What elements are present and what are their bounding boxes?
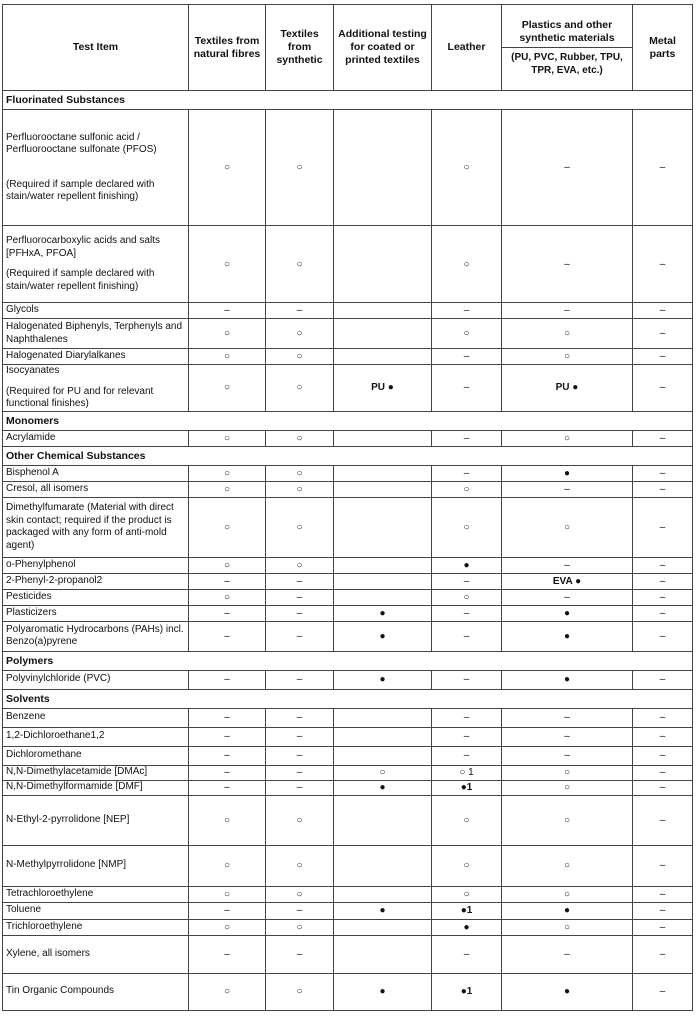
test-item-cell [3, 430, 189, 446]
cell-metal-parts: – [633, 430, 693, 446]
cell-metal-parts: – [633, 497, 693, 557]
table-row [3, 226, 693, 303]
cell-leather: – [432, 349, 502, 365]
cell-natural-fibres: ○ [189, 886, 266, 902]
cell-synthetic: – [266, 670, 334, 689]
cell-plastics: ○ [502, 349, 633, 365]
cell-natural-fibres: ○ [189, 319, 266, 349]
table-row [3, 845, 693, 886]
test-item-name: Polyaromatic Hydrocarbons (PAHs) incl. Benzo(a)pyrene [6, 623, 184, 647]
test-item-name: Polyvinylchloride (PVC) [6, 673, 111, 685]
cell-coated-printed [334, 919, 432, 935]
col-test-item: Test Item [3, 5, 189, 91]
test-item-name: 2-Phenyl-2-propanol2 [6, 574, 103, 586]
test-item-name: Halogenated Diarylalkanes [6, 350, 126, 362]
cell-coated-printed [334, 319, 432, 349]
cell-coated-printed [334, 795, 432, 845]
table-row [3, 365, 693, 412]
col-synthetic: Textiles from synthetic [266, 5, 334, 91]
cell-natural-fibres: – [189, 780, 266, 795]
cell-coated-printed: ● [334, 670, 432, 689]
cell-natural-fibres: ○ [189, 845, 266, 886]
cell-metal-parts: – [633, 886, 693, 902]
section-title: Solvents [3, 689, 693, 708]
cell-synthetic: – [266, 765, 334, 780]
cell-plastics: – [502, 589, 633, 605]
test-item-cell [3, 780, 189, 795]
cell-coated-printed: ○ [334, 765, 432, 780]
test-item-cell [3, 973, 189, 1010]
section-row [3, 651, 693, 670]
test-item-name: N,N-Dimethylformamide [DMF] [6, 781, 143, 793]
test-item-name: Dimethylfumarate (Material with direct skin contact; required if the product is packaged with any form of anti-mold agent) [6, 502, 174, 551]
cell-leather: ○ [432, 110, 502, 226]
cell-leather: – [432, 621, 502, 651]
cell-natural-fibres: – [189, 303, 266, 319]
cell-leather: ●1 [432, 902, 502, 919]
col-coated-printed: Additional testing for coated or printed textiles [334, 5, 432, 91]
cell-leather: – [432, 935, 502, 973]
test-item-name: Dichloromethane [6, 749, 82, 761]
cell-synthetic: ○ [266, 226, 334, 303]
cell-plastics: – [502, 481, 633, 497]
table-row [3, 465, 693, 481]
cell-synthetic: – [266, 935, 334, 973]
cell-metal-parts: – [633, 573, 693, 589]
cell-coated-printed [334, 573, 432, 589]
cell-coated-printed [334, 303, 432, 319]
cell-synthetic: – [266, 708, 334, 727]
table-row [3, 430, 693, 446]
cell-metal-parts: – [633, 935, 693, 973]
cell-plastics: ○ [502, 795, 633, 845]
cell-metal-parts: – [633, 708, 693, 727]
cell-natural-fibres: – [189, 670, 266, 689]
cell-metal-parts: – [633, 557, 693, 573]
cell-leather: ○ [432, 886, 502, 902]
cell-synthetic: – [266, 727, 334, 746]
test-item-cell [3, 226, 189, 303]
test-item-name: Tin Organic Compounds [6, 985, 115, 997]
cell-natural-fibres: – [189, 621, 266, 651]
test-item-cell [3, 795, 189, 845]
cell-leather: ○ [432, 845, 502, 886]
cell-coated-printed: ● [334, 605, 432, 621]
cell-natural-fibres: – [189, 708, 266, 727]
cell-metal-parts: – [633, 765, 693, 780]
cell-synthetic: ○ [266, 110, 334, 226]
col-metal-parts: Metal parts [633, 5, 693, 91]
test-item-name: Benzene [6, 711, 46, 723]
cell-plastics: – [502, 935, 633, 973]
section-title: Polymers [3, 651, 693, 670]
table-row [3, 935, 693, 973]
cell-metal-parts: – [633, 902, 693, 919]
cell-plastics: ○ [502, 919, 633, 935]
test-item-name: Acrylamide [6, 431, 56, 443]
cell-coated-printed: ● [334, 621, 432, 651]
test-item-name: Perfluorocarboxylic acids and salts [PFHxA, PFOA] [6, 235, 160, 259]
test-item-cell [3, 621, 189, 651]
test-item-cell [3, 110, 189, 226]
table-row [3, 708, 693, 727]
test-item-name: N-Methylpyrrolidone [NMP] [6, 859, 127, 871]
cell-plastics: ● [502, 902, 633, 919]
cell-natural-fibres: ○ [189, 365, 266, 412]
test-item-name: Cresol, all isomers [6, 482, 89, 494]
cell-metal-parts: – [633, 605, 693, 621]
cell-synthetic: ○ [266, 319, 334, 349]
cell-metal-parts: – [633, 670, 693, 689]
table-row [3, 349, 693, 365]
table-row [3, 795, 693, 845]
test-item-cell [3, 670, 189, 689]
test-item-cell [3, 845, 189, 886]
cell-natural-fibres: – [189, 902, 266, 919]
cell-natural-fibres: – [189, 727, 266, 746]
test-item-cell [3, 886, 189, 902]
test-item-cell [3, 605, 189, 621]
cell-leather: ○ [432, 481, 502, 497]
test-item-cell [3, 465, 189, 481]
cell-plastics: – [502, 557, 633, 573]
cell-metal-parts: – [633, 727, 693, 746]
table-row [3, 319, 693, 349]
cell-leather: ●1 [432, 780, 502, 795]
cell-plastics: ● [502, 621, 633, 651]
cell-plastics: ○ [502, 765, 633, 780]
test-item-cell [3, 573, 189, 589]
test-item-name: N-Ethyl-2-pyrrolidone [NEP] [6, 813, 130, 825]
cell-coated-printed [334, 935, 432, 973]
table-row [3, 780, 693, 795]
cell-synthetic: ○ [266, 973, 334, 1010]
section-title: Monomers [3, 411, 693, 430]
cell-plastics: ● [502, 605, 633, 621]
test-item-cell [3, 746, 189, 765]
table-row [3, 670, 693, 689]
cell-coated-printed [334, 886, 432, 902]
cell-leather: ○ [432, 795, 502, 845]
test-item-name: o-Phenylphenol [6, 558, 76, 570]
table-row [3, 303, 693, 319]
cell-synthetic: ○ [266, 845, 334, 886]
cell-coated-printed [334, 110, 432, 226]
cell-coated-printed: ● [334, 973, 432, 1010]
cell-natural-fibres: – [189, 935, 266, 973]
cell-coated-printed [334, 845, 432, 886]
cell-coated-printed [334, 727, 432, 746]
test-item-name: Xylene, all isomers [6, 947, 90, 959]
cell-leather: ○ [432, 319, 502, 349]
cell-synthetic: ○ [266, 349, 334, 365]
table-row [3, 919, 693, 935]
cell-coated-printed [334, 465, 432, 481]
test-item-name: Trichloroethylene [6, 920, 83, 932]
cell-leather: – [432, 708, 502, 727]
cell-leather: – [432, 430, 502, 446]
cell-synthetic: – [266, 902, 334, 919]
cell-leather: ● [432, 919, 502, 935]
cell-metal-parts: – [633, 110, 693, 226]
test-item-name: Tetrachloroethylene [6, 887, 94, 899]
test-item-note: (Required for PU and for relevant functional finishes) [6, 385, 154, 409]
cell-natural-fibres: ○ [189, 919, 266, 935]
cell-metal-parts: – [633, 465, 693, 481]
cell-plastics: – [502, 303, 633, 319]
cell-metal-parts: – [633, 365, 693, 412]
table-row [3, 765, 693, 780]
cell-metal-parts: – [633, 349, 693, 365]
cell-synthetic: – [266, 303, 334, 319]
test-item-cell [3, 349, 189, 365]
cell-natural-fibres: ○ [189, 795, 266, 845]
test-item-name: Bisphenol A [6, 466, 59, 478]
cell-metal-parts: – [633, 795, 693, 845]
cell-leather: – [432, 365, 502, 412]
cell-coated-printed [334, 226, 432, 303]
cell-plastics: EVA ● [502, 573, 633, 589]
cell-plastics: ● [502, 465, 633, 481]
table-row [3, 886, 693, 902]
test-item-name: Plasticizers [6, 606, 57, 618]
test-item-cell [3, 935, 189, 973]
cell-coated-printed [334, 497, 432, 557]
cell-plastics: ○ [502, 886, 633, 902]
cell-metal-parts: – [633, 973, 693, 1010]
cell-plastics: ● [502, 670, 633, 689]
cell-plastics: – [502, 746, 633, 765]
test-item-name: Glycols [6, 304, 39, 316]
cell-leather: – [432, 670, 502, 689]
cell-metal-parts: – [633, 319, 693, 349]
test-item-cell [3, 497, 189, 557]
cell-plastics: ○ [502, 780, 633, 795]
cell-synthetic: – [266, 589, 334, 605]
cell-natural-fibres: ○ [189, 557, 266, 573]
table-row [3, 110, 693, 226]
section-row [3, 446, 693, 465]
cell-synthetic: – [266, 605, 334, 621]
test-item-cell [3, 765, 189, 780]
cell-synthetic: – [266, 573, 334, 589]
cell-natural-fibres: – [189, 765, 266, 780]
test-matrix-table [2, 4, 693, 1011]
cell-synthetic: – [266, 780, 334, 795]
cell-leather: ● [432, 557, 502, 573]
section-row [3, 411, 693, 430]
cell-synthetic: – [266, 621, 334, 651]
cell-natural-fibres: ○ [189, 497, 266, 557]
cell-leather: ○ [432, 226, 502, 303]
test-item-cell [3, 319, 189, 349]
section-title: Fluorinated Substances [3, 91, 693, 110]
col-plastics-title: Plastics and other synthetic materials [519, 18, 615, 44]
cell-plastics: ○ [502, 845, 633, 886]
cell-synthetic: – [266, 746, 334, 765]
cell-synthetic: ○ [266, 886, 334, 902]
table-row [3, 902, 693, 919]
cell-coated-printed [334, 430, 432, 446]
cell-metal-parts: – [633, 621, 693, 651]
cell-coated-printed: PU ● [334, 365, 432, 412]
cell-plastics: ● [502, 973, 633, 1010]
cell-coated-printed: ● [334, 902, 432, 919]
cell-leather: – [432, 727, 502, 746]
cell-natural-fibres: – [189, 573, 266, 589]
test-item-name: N,N-Dimethylacetamide [DMAc] [6, 766, 148, 778]
cell-synthetic: ○ [266, 465, 334, 481]
cell-plastics: – [502, 226, 633, 303]
cell-coated-printed [334, 557, 432, 573]
col-leather: Leather [432, 5, 502, 91]
section-title: Other Chemical Substances [3, 446, 693, 465]
test-item-name: Isocyanates [6, 365, 60, 376]
cell-plastics: ○ [502, 497, 633, 557]
test-item-cell [3, 481, 189, 497]
cell-coated-printed [334, 746, 432, 765]
cell-metal-parts: – [633, 303, 693, 319]
test-item-cell [3, 303, 189, 319]
cell-synthetic: ○ [266, 365, 334, 412]
cell-leather: – [432, 573, 502, 589]
cell-natural-fibres: ○ [189, 465, 266, 481]
cell-natural-fibres: – [189, 746, 266, 765]
cell-plastics: – [502, 708, 633, 727]
cell-leather: – [432, 746, 502, 765]
test-item-name: 1,2-Dichloroethane1,2 [6, 730, 105, 742]
cell-natural-fibres: ○ [189, 589, 266, 605]
test-item-cell [3, 902, 189, 919]
cell-leather: – [432, 465, 502, 481]
col-natural-fibres: Textiles from natural fibres [189, 5, 266, 91]
cell-metal-parts: – [633, 589, 693, 605]
cell-natural-fibres: – [189, 605, 266, 621]
section-row [3, 689, 693, 708]
test-item-note: (Required if sample declared with stain/water repellent finishing) [6, 268, 155, 292]
cell-leather: – [432, 303, 502, 319]
table-row [3, 746, 693, 765]
test-item-name: Perfluorooctane sulfonic acid / Perfluorooctane sulfonate (PFOS) [6, 131, 157, 155]
table-row [3, 605, 693, 621]
col-plastics-subheader: (PU, PVC, Rubber, TPU, TPR, EVA, etc.) [502, 47, 632, 77]
test-item-cell [3, 919, 189, 935]
cell-metal-parts: – [633, 919, 693, 935]
cell-natural-fibres: ○ [189, 110, 266, 226]
cell-natural-fibres: ○ [189, 430, 266, 446]
test-item-cell [3, 589, 189, 605]
cell-natural-fibres: ○ [189, 226, 266, 303]
cell-synthetic: ○ [266, 430, 334, 446]
header-row [3, 5, 693, 91]
test-item-name: Halogenated Biphenyls, Terphenyls and Naphthalenes [6, 321, 183, 345]
cell-leather: ○ [432, 589, 502, 605]
table-row [3, 727, 693, 746]
test-item-cell [3, 365, 189, 412]
test-item-cell [3, 727, 189, 746]
test-item-name: Pesticides [6, 590, 52, 602]
table-row [3, 973, 693, 1010]
cell-metal-parts: – [633, 481, 693, 497]
cell-coated-printed [334, 481, 432, 497]
cell-leather: ●1 [432, 973, 502, 1010]
cell-coated-printed [334, 349, 432, 365]
cell-metal-parts: – [633, 746, 693, 765]
cell-metal-parts: – [633, 780, 693, 795]
cell-plastics: – [502, 727, 633, 746]
section-row [3, 91, 693, 110]
cell-coated-printed [334, 589, 432, 605]
table-row [3, 621, 693, 651]
cell-metal-parts: – [633, 226, 693, 303]
test-item-note: (Required if sample declared with stain/water repellent finishing) [6, 178, 155, 202]
cell-plastics: PU ● [502, 365, 633, 412]
test-item-cell [3, 557, 189, 573]
cell-plastics: ○ [502, 319, 633, 349]
table-row [3, 481, 693, 497]
cell-metal-parts: – [633, 845, 693, 886]
cell-leather: ○ [432, 497, 502, 557]
cell-synthetic: ○ [266, 795, 334, 845]
col-plastics [502, 5, 633, 91]
cell-leather: ○ 1 [432, 765, 502, 780]
table-row [3, 557, 693, 573]
cell-synthetic: ○ [266, 481, 334, 497]
cell-natural-fibres: ○ [189, 973, 266, 1010]
test-item-cell [3, 708, 189, 727]
cell-plastics: ○ [502, 430, 633, 446]
table-row [3, 497, 693, 557]
cell-synthetic: ○ [266, 497, 334, 557]
cell-coated-printed: ● [334, 780, 432, 795]
cell-coated-printed [334, 708, 432, 727]
test-item-name: Toluene [6, 904, 42, 916]
cell-leather: – [432, 605, 502, 621]
table-row [3, 573, 693, 589]
cell-natural-fibres: ○ [189, 481, 266, 497]
cell-plastics: – [502, 110, 633, 226]
cell-natural-fibres: ○ [189, 349, 266, 365]
cell-synthetic: ○ [266, 557, 334, 573]
cell-synthetic: ○ [266, 919, 334, 935]
table-row [3, 589, 693, 605]
